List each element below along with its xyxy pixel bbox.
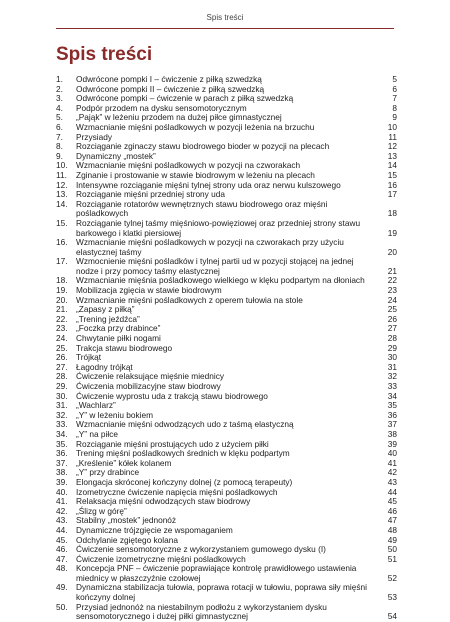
toc-entry-title: Zginanie i prostowanie w stawie biodrowym w leżeniu na plecach xyxy=(76,169,315,180)
toc-entry-page: 30 xyxy=(387,352,397,363)
toc-entry-number: 7. xyxy=(56,131,63,142)
toc-entry-number: 11. xyxy=(56,169,67,180)
toc-entry-page: 17 xyxy=(387,189,397,200)
toc-entry-title: Wzmacnianie mięśni pośladkowych z operem tułowia na stole xyxy=(76,294,303,305)
toc-entry-page: 9 xyxy=(392,112,397,123)
toc-entry-page: 26 xyxy=(387,313,397,324)
toc-entry-number: 36. xyxy=(56,448,68,459)
toc-entry-title: Ćwiczenia mobilizacyjne staw biodrowy xyxy=(76,381,221,391)
toc-entry-page: 44 xyxy=(387,486,397,497)
toc-entry-number: 28. xyxy=(56,371,68,382)
toc-entry-number: 34. xyxy=(56,428,68,439)
toc-entry-number: 10. xyxy=(56,160,68,171)
toc-entry-number: 21. xyxy=(56,304,68,315)
toc-entry-title: Ćwiczenie izometryczne mięśni pośladkowych xyxy=(76,553,246,564)
toc-entry-number: 15. xyxy=(56,217,68,228)
toc-entry[interactable] xyxy=(56,564,397,583)
page-title: Spis treści xyxy=(56,44,153,65)
toc-entry-number: 29. xyxy=(56,381,68,391)
toc-entry-title: Łagodny trójkąt xyxy=(76,361,133,372)
toc-entry-number: 20. xyxy=(56,294,68,305)
toc-entry-number: 4. xyxy=(56,102,63,113)
toc-entry-page: 28 xyxy=(387,333,397,344)
toc-entry[interactable] xyxy=(56,344,397,354)
toc-entry[interactable] xyxy=(56,257,397,276)
toc-entry[interactable] xyxy=(56,219,397,238)
toc-entry-title: Podpór przodem na dysku sensomotorycznym xyxy=(76,102,247,113)
toc-entry-number: 16. xyxy=(56,237,68,248)
toc-entry-title: Rozciąganie mięśni przedniej strony uda xyxy=(76,189,225,200)
toc-entry-page: 48 xyxy=(387,524,397,535)
toc-entry-number: 6. xyxy=(56,121,63,132)
toc-entry-title: Przysiady xyxy=(76,131,112,142)
toc-entry-number: 5. xyxy=(56,112,63,123)
toc-entry-page: 23 xyxy=(387,285,397,296)
toc-entry-number: 25. xyxy=(56,342,68,353)
toc-entry-page: 16 xyxy=(387,179,397,190)
toc-entry-title: Ćwiczenie relaksujące mięśnie miednicy xyxy=(76,371,225,382)
toc-entry-number: 8. xyxy=(56,141,63,152)
toc-entry-number: 40. xyxy=(56,486,68,497)
toc-entry-number: 24. xyxy=(56,333,68,344)
toc-entry-number: 3. xyxy=(56,93,63,104)
toc-entry-number: 45. xyxy=(56,534,68,545)
toc-entry-title: Dynamiczna stabilizacja tułowia, poprawa rotacji w tułowiu, poprawa siły mięśni kończyny dolnej xyxy=(76,582,367,603)
toc-entry-number: 44. xyxy=(56,524,68,535)
toc-entry-page: 49 xyxy=(387,534,397,545)
toc-entry-number: 19. xyxy=(56,285,68,296)
toc-entry-page: 6 xyxy=(392,83,397,94)
toc-entry-title: Rozciąganie mięśni prostujących udo z użyciem piłki xyxy=(76,438,269,449)
toc-entry-title: Elongacja skróconej kończyny dolnej (z pomocą terapeuty) xyxy=(76,476,293,487)
toc-entry-title: Trening mięśni pośladkowych średnich w klęku podpartym xyxy=(76,448,290,459)
toc-entry-title: „Trening jeźdźca” xyxy=(76,313,140,324)
toc-entry-number: 27. xyxy=(56,361,68,372)
toc-entry-title: „Y” przy drabince xyxy=(76,467,140,478)
toc-entry-page: 13 xyxy=(387,150,397,161)
toc-entry-page: 14 xyxy=(387,160,397,171)
toc-entry-page: 54 xyxy=(387,611,397,622)
toc-entry-title: Odchylanie zgiętego kolana xyxy=(76,534,178,545)
toc-entry-title: „Kreślenie” kółek kolanem xyxy=(76,457,172,468)
toc-entry-number: 13. xyxy=(56,189,68,200)
toc-entry-number: 37. xyxy=(56,457,68,468)
toc-entry-title: „Zapasy z piłką” xyxy=(76,304,135,315)
toc-entry-number: 49. xyxy=(56,582,68,593)
toc-entry-title: Ćwiczenie wyprostu uda z trakcją stawu biodrowego xyxy=(76,390,268,401)
toc-entry-title: Przysiad jednonóż na niestabilnym podłożu z wykorzystaniem dysku sensomotorycznego i dużej piłki gimnastycznej xyxy=(76,601,327,622)
toc-entry-title: Rozciąganie zginaczy stawu biodrowego bioder w pozycji na plecach xyxy=(76,141,330,152)
toc-entry-title: Rozciąganie tylnej taśmy mięśniowo-powięziowej oraz przedniej strony stawu barkowego i klatki piersiowej xyxy=(76,217,361,238)
table-of-contents xyxy=(56,75,397,622)
toc-entry-number: 1. xyxy=(56,74,63,84)
toc-entry[interactable] xyxy=(56,583,397,602)
toc-entry[interactable] xyxy=(56,603,397,622)
toc-entry-page: 39 xyxy=(387,438,397,449)
toc-entry-number: 47. xyxy=(56,553,68,564)
toc-entry-title: „Y” w leżeniu bokiem xyxy=(76,409,154,420)
toc-entry-page: 29 xyxy=(387,342,397,353)
toc-entry-title: Intensywne rozciąganie mięśni tylnej strony uda oraz nerwu kulszowego xyxy=(76,179,341,190)
running-header: Spis treści xyxy=(206,13,244,22)
toc-entry-title: Dynamiczny „mostek” xyxy=(76,150,156,161)
toc-entry-title: Mobilizacja zgięcia w stawie biodrowym xyxy=(76,285,222,296)
toc-entry-page: 34 xyxy=(387,390,397,401)
toc-entry-number: 9. xyxy=(56,150,63,161)
toc-entry-page: 11 xyxy=(388,131,397,142)
toc-entry-number: 33. xyxy=(56,419,68,430)
toc-entry-page: 10 xyxy=(387,121,397,132)
toc-entry-page: 25 xyxy=(387,304,397,315)
toc-entry-page: 19 xyxy=(387,227,397,238)
toc-entry-title: Wzmacnianie mięśni pośladkowych w pozycji na czworakach przy użyciu elastycznej taśmy xyxy=(76,237,344,257)
toc-entry-title: Odwrócone pompki II – ćwiczenie z piłką szwedzką xyxy=(76,83,265,94)
toc-entry-title: „Ślizg w górę” xyxy=(76,505,127,516)
toc-entry-page: 51 xyxy=(387,553,397,564)
toc-entry-number: 48. xyxy=(56,563,68,574)
toc-entry-page: 27 xyxy=(387,323,397,334)
toc-entry-title: „Pająk” w leżeniu przodem na dużej piłce gimnastycznej xyxy=(76,112,282,123)
toc-entry-page: 50 xyxy=(387,544,397,555)
toc-entry-title: „Wachlarz” xyxy=(76,400,116,411)
toc-entry-page: 21 xyxy=(387,265,397,276)
toc-entry-number: 46. xyxy=(56,544,68,555)
toc-entry-page: 43 xyxy=(387,476,397,487)
toc-entry-page: 42 xyxy=(387,467,397,478)
toc-entry-title: Koncepcja PNF – ćwiczenie poprawiające kontrolę prawidłowego ustawienia miednicy w płaszczyźnie czołowej xyxy=(76,563,357,583)
toc-entry-page: 15 xyxy=(387,169,397,180)
toc-entry-number: 30. xyxy=(56,390,68,401)
toc-entry-page: 31 xyxy=(387,361,397,372)
toc-entry-page: 52 xyxy=(387,572,397,583)
toc-entry-title: Wzmacnianie mięśnia pośladkowego wielkiego w klęku podpartym na dłoniach xyxy=(76,275,365,286)
toc-entry-title: Wzmacnianie mięśni pośladkowych w pozycji na czworakach xyxy=(76,160,301,171)
toc-entry-title: „Foczka przy drabince” xyxy=(76,323,161,334)
toc-entry-page: 20 xyxy=(387,246,397,257)
toc-entry-title: Odwrócone pompki I – ćwiczenie z piłką szwedzką xyxy=(76,74,262,84)
toc-entry-page: 36 xyxy=(387,409,397,420)
toc-entry-page: 35 xyxy=(387,400,397,411)
toc-entry-number: 50. xyxy=(56,601,68,612)
toc-entry-number: 12. xyxy=(56,179,68,190)
toc-entry-number: 31. xyxy=(56,400,68,411)
toc-entry-page: 7 xyxy=(392,93,397,104)
toc-entry-title: Ćwiczenie sensomotoryczne z wykorzystaniem gumowego dysku (I) xyxy=(76,544,326,555)
toc-entry-page: 18 xyxy=(387,208,397,219)
toc-entry-page: 41 xyxy=(387,457,397,468)
toc-entry-title: Stabilny „mostek” jednonóż xyxy=(76,515,177,526)
toc-entry-title: Izometryczne ćwiczenie napięcia mięśni pośladkowych xyxy=(76,486,278,497)
toc-entry-page: 45 xyxy=(387,496,397,507)
toc-entry-number: 2. xyxy=(56,83,63,94)
toc-entry-number: 18. xyxy=(56,275,68,286)
toc-entry-title: Wzmacnianie mięśni odwodzących udo z taśmą elastyczną xyxy=(76,419,294,430)
toc-entry[interactable] xyxy=(56,200,397,219)
toc-entry-title: Trójkąt xyxy=(76,352,102,363)
toc-entry-title: Relaksacja mięśni odwodzących staw biodrowy xyxy=(76,496,251,507)
toc-entry-page: 12 xyxy=(387,141,397,152)
toc-entry-number: 32. xyxy=(56,409,68,420)
toc-entry-number: 17. xyxy=(56,256,68,267)
toc-entry-page: 5 xyxy=(392,74,397,84)
header-rule xyxy=(56,28,394,29)
toc-entry-number: 35. xyxy=(56,438,68,449)
toc-entry-title: „Y” na piłce xyxy=(76,428,118,439)
toc-entry-number: 23. xyxy=(56,323,68,334)
toc-entry-page: 8 xyxy=(392,102,397,113)
toc-entry-page: 53 xyxy=(387,592,397,603)
toc-entry-page: 24 xyxy=(387,294,397,305)
toc-entry-page: 38 xyxy=(387,428,397,439)
toc-entry-title: Chwytanie piłki nogami xyxy=(76,333,161,344)
toc-entry-page: 40 xyxy=(387,448,397,459)
toc-entry-page: 33 xyxy=(387,381,397,391)
toc-entry-title: Wzmacnianie mięśni pośladkowych w pozycji leżenia na brzuchu xyxy=(76,121,315,132)
toc-entry-number: 42. xyxy=(56,505,68,516)
toc-entry-number: 22. xyxy=(56,313,68,324)
toc-entry-page: 47 xyxy=(387,515,397,526)
toc-entry[interactable] xyxy=(56,238,397,257)
toc-entry-number: 14. xyxy=(56,198,68,209)
toc-entry-page: 46 xyxy=(387,505,397,516)
toc-entry-number: 43. xyxy=(56,515,68,526)
toc-entry-number: 26. xyxy=(56,352,68,363)
toc-entry-page: 32 xyxy=(387,371,397,382)
toc-entry-page: 22 xyxy=(387,275,397,286)
toc-entry-title: Wzmocnienie mięśni pośladków i tylnej partii ud w pozycji stojącej na jednej nodze i przy pomocy taśmy elastycznej xyxy=(76,256,354,276)
toc-entry-page: 37 xyxy=(387,419,397,430)
toc-entry-number: 38. xyxy=(56,467,68,478)
toc-entry-title: Rozciąganie rotatorów wewnętrznych stawu biodrowego oraz mięśni pośladkowych xyxy=(76,198,328,219)
toc-entry-title: Dynamiczne trójzgięcie ze wspomaganiem xyxy=(76,524,233,535)
toc-entry-number: 39. xyxy=(56,476,68,487)
toc-entry-title: Trakcja stawu biodrowego xyxy=(76,342,173,353)
toc-entry-number: 41. xyxy=(56,496,68,507)
toc-entry-title: Odwrócone pompki – ćwiczenie w parach z piłką szwedzką xyxy=(76,93,294,104)
